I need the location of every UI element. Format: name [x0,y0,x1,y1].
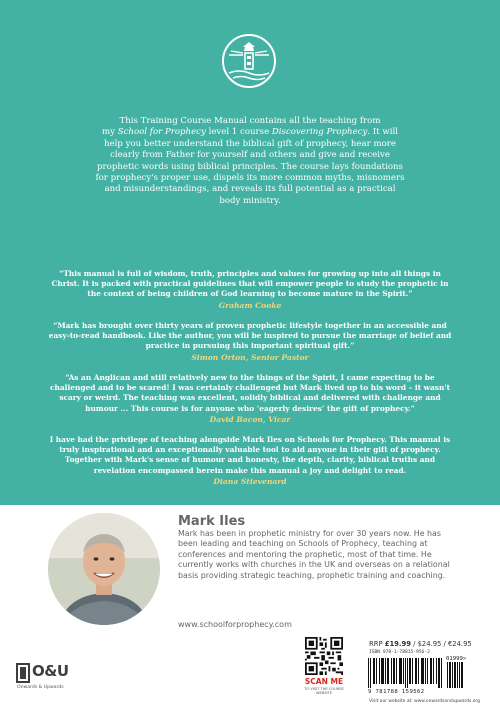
barcode-number: 9 781788 159562 [368,689,425,695]
author-name: Mark Iles [178,514,246,529]
barcode-icon [368,656,467,688]
publisher-tagline: Onwards & Upwards [17,685,64,690]
author-bio: Mark has been in prophetic ministry for over 30 years now. He has been leading and teaching on Schools of Prophecy, teaching at conferences and mentoring the prophetic, most of that time. He currently works with churches in the UK and overseas on a relational basis providing strategic teaching, prophetic training and coaching. [178,529,450,580]
testimonial-quote: “As an Anglican and still relatively new to the things of the Spirit, I came expecting to be challenged and to be scared! I was certainly challenged but Mark lived up to his word – it wasn't scary or weird. The teaching was excellent, solidly biblical and delivered with challenge and humour ... This course is for anyone who ‘eagerly desires’ the gift of prophecy.” [49,373,451,413]
publisher-logo [16,662,100,698]
publisher-mark-icon [16,662,30,684]
barcode-addon-number: 01999> [446,656,467,662]
testimonial-4 [45,435,455,487]
intro-line-2-prefix: my [101,127,118,138]
testimonial-author: Simon Orton, Senior Pastor [191,352,309,362]
price-other-currencies: / $24.95 / €24.95 [410,640,472,648]
testimonial-quote: I have had the privilege of teaching alongside Mark Iles on Schools for Prophecy. This manual is truly inspirational and an exceptionally valuable tool to aid anyone in their gift of prophecy. Together with Mark's sense of humour and honesty, the depth, clarity, biblical truths and revelation encompassed herein make this manual a joy and delight to read. [49,435,451,475]
isbn-text: ISBN 978-1-78815-956-2 [369,650,430,655]
intro-paragraph [95,116,405,207]
testimonial-author: Diana Stievenard [213,476,287,486]
testimonial-author: Graham Cooke [218,300,282,310]
scan-me-label: SCAN ME [304,677,344,686]
lighthouse-logo-icon [221,33,277,89]
testimonial-3 [45,373,455,425]
intro-course-title: Discovering Prophecy [271,127,368,138]
testimonial-1 [45,269,455,311]
intro-course-school: School for Prophecy [117,127,206,138]
qr-code-icon[interactable] [305,637,343,675]
publisher-website-text: Visit our website at: www.onwardsandupwards.org [369,699,480,704]
testimonial-author: David Bacon, Vicar [209,414,291,424]
price-gbp: £19.99 [384,640,411,648]
price-line [369,640,472,648]
intro-line-2-mid: level 1 course [205,127,272,138]
rrp-label: RRP [369,640,383,648]
scan-me-subtext: TO VISIT THE COURSE WEBSITE [304,687,344,696]
testimonial-2 [45,321,455,363]
testimonial-quote: “This manual is full of wisdom, truth, principles and values for growing up into all things in Christ. It is packed with practical guidelines that will empower people to study the prophetic in the context of being children of God learning to become mature in the Spirit.” [51,269,449,299]
publisher-name: O&U [32,662,69,680]
author-portrait-icon [48,513,160,625]
author-website-link[interactable]: www.schoolforprophecy.com [178,620,292,629]
intro-line-1: This Training Course Manual contains all the teaching from [119,116,381,126]
author-photo [48,513,160,625]
testimonial-quote: “Mark has brought over thirty years of proven prophetic lifestyle together in an accessible and easy-to-read handbook. Like the author, you will be inspired to pursue the marriage of belief and practice in pursuing this important spiritual gift.” [48,321,452,351]
intro-rest: It will help you better understand the biblical gift of prophecy, hear more clearly from Father for yourself and others and give and receive prophetic words using biblical principles. The course lays foundations for prophecy's proper use, dispels its more common myths, misnomers and misunderstandings, and reveals its full potential as a practical body ministry. [95,127,405,206]
intro-line-2-suffix: . [367,127,371,138]
